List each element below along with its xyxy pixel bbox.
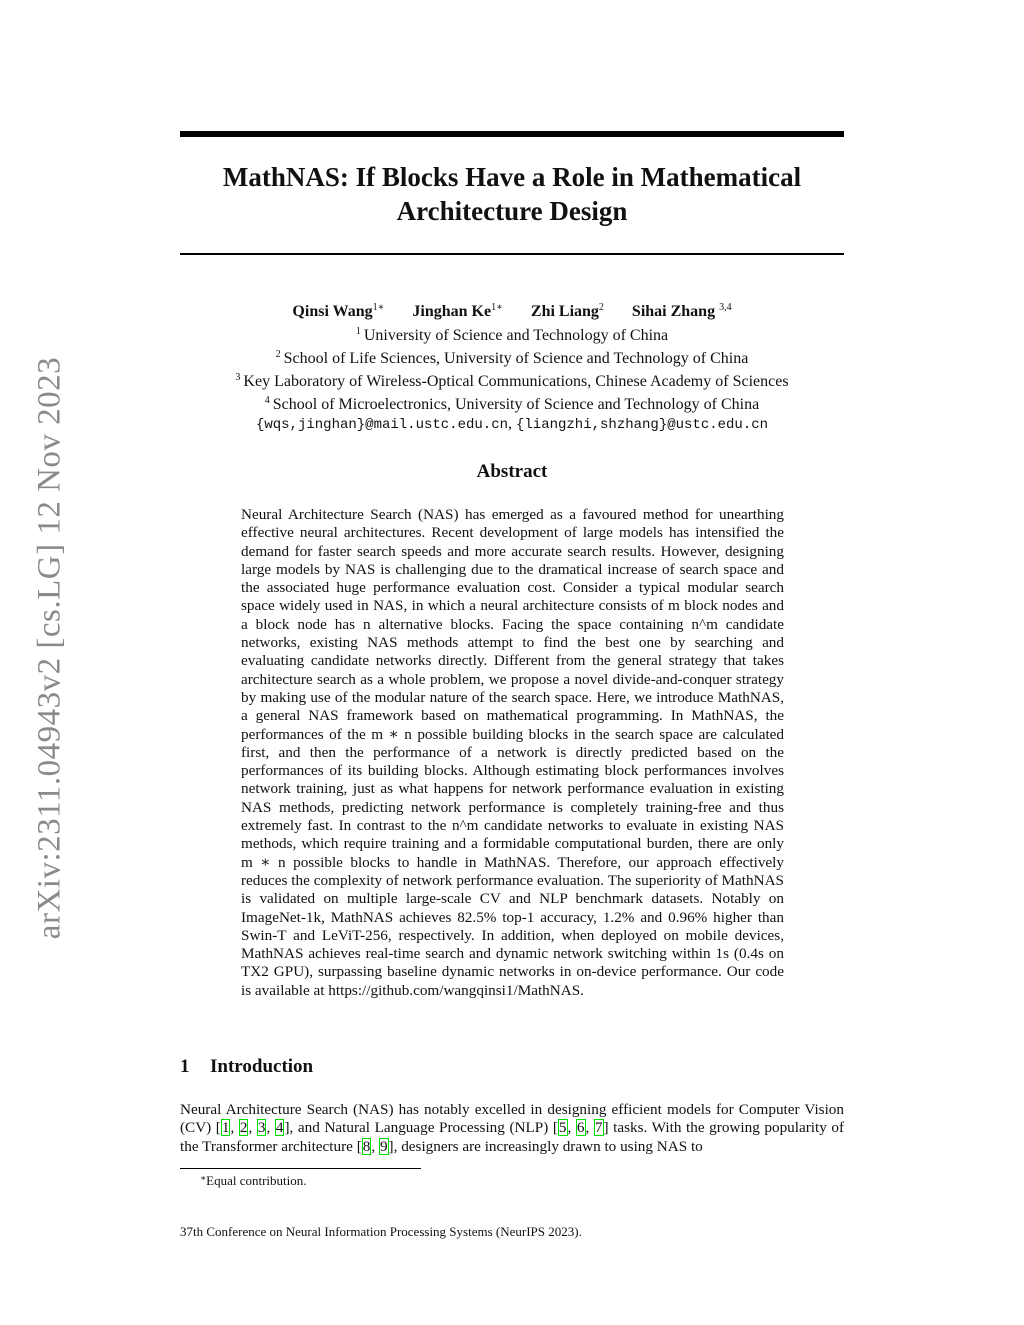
- title-top-rule: [180, 131, 844, 137]
- title-bottom-rule: [180, 253, 844, 255]
- citation-link[interactable]: 1: [221, 1119, 230, 1137]
- citation-link[interactable]: 9: [379, 1137, 388, 1155]
- affiliation: $^4$ School of Microelectronics, University of Science and Technology of China: [264, 395, 760, 413]
- arxiv-identifier-text: arXiv:2311.04943v2 [cs.LG] 12 Nov 2023: [31, 356, 68, 940]
- author-emails: {wqs,jinghan}@mail.ustc.edu.cn, {liangzhi,shzhang}@ustc.edu.cn: [255, 415, 769, 433]
- citation-link[interactable]: 7: [594, 1119, 603, 1137]
- author: Sihai Zhang $^{3,4}$: [631, 302, 732, 320]
- venue-note: 37th Conference on Neural Information Processing Systems (NeurIPS 2023).: [180, 1224, 582, 1239]
- abstract-heading: Abstract: [476, 461, 548, 482]
- author: Qinsi Wang$^{1∗}$: [292, 302, 385, 320]
- author: Zhi Liang$^2$: [530, 302, 604, 320]
- citation-link[interactable]: 3: [257, 1119, 266, 1137]
- citation-link[interactable]: 6: [576, 1119, 585, 1137]
- footnote-rule: [180, 1168, 421, 1169]
- author-list: [180, 298, 844, 321]
- affiliation: $^3$ Key Laboratory of Wireless-Optical Communications, Chinese Academy of Sciences: [235, 372, 789, 390]
- abstract-body: Neural Architecture Search (NAS) has emerged as a favoured method for unearthing effective neural architectures. Recent development of large models has intensified the demand for faster search speeds and more accurate search results. However, designing large models by NAS is challenging due to the dramatical increase of search space and the associated huge performance evaluation cost. Consider a typical modular search space widely used in NAS, in which a neural architecture consists of m block nodes and a block node has n alternative blocks. Facing the space containing n^m candidate networks, existing NAS methods attempt to find the best one by searching and evaluating candidate networks directly. Different from the general strategy that takes architecture search as a whole problem, we propose a novel divide-and-conquer strategy by making use of the modular nature of the search space. Here, we introduce MathNAS, a general NAS framework based on mathematical programming. In MathNAS, the performances of the m ∗ n possible building blocks in the search space are calculated first, and then the performance of a network is directly predicted based on the performances of its building blocks. Although estimating block performances involves network training, just as what happens for network performance evaluation in existing NAS methods, predicting network performance is completely training-free and thus extremely fast. In contrast to the n^m candidate networks to evaluate in existing NAS methods, which require training and a formidable computational burden, there are only m ∗ n possible blocks to handle in MathNAS. Therefore, our approach effectively reduces the complexity of network performance evaluation. The superiority of MathNAS is validated on multiple large-scale CV and NLP benchmark datasets. Notably on ImageNet-1k, MathNAS achieves 82.5% top-1 accuracy, 1.2% and 0.96% higher than Swin-T and LeViT-256, respectively. In addition, when deployed on mobile devices, MathNAS achieves real-time search and dynamic network switching within 1s (0.4s on TX2 GPU), surpassing baseline dynamic networks in on-device performance. Our code is available at https://github.com/wangqinsi1/MathNAS.: [241, 506, 784, 999]
- introduction-paragraph: Neural Architecture Search (NAS) has notably excelled in designing efficient models for Computer Vision (CV) [1, 2, 3, 4], and Natural Language Processing (NLP) [5, 6, 7] tasks. With the growing popularity of the Transformer architecture [8, 9], designers are increasingly drawn to using NAS to: [180, 1101, 845, 1155]
- citation-link[interactable]: 4: [275, 1119, 284, 1137]
- citation-link[interactable]: 2: [239, 1119, 248, 1137]
- author-block: [180, 298, 844, 435]
- affiliation: $^1$ University of Science and Technology of China: [355, 326, 669, 344]
- author: Jinghan $Ke^{1∗}$: [412, 302, 503, 320]
- citation-link[interactable]: 5: [558, 1119, 567, 1137]
- email-group[interactable]: {liangzhi,shzhang}@ustc.edu.cn: [516, 417, 769, 433]
- affiliation: $^2$ School of Life Sciences, University of Science and Technology of China: [275, 349, 749, 367]
- email-group[interactable]: {wqs,jinghan}@mail.ustc.edu.cn: [255, 417, 508, 433]
- citation-link[interactable]: 8: [362, 1137, 371, 1155]
- footnote-equal-contribution: ∗Equal contribution.: [200, 1173, 307, 1188]
- paper-title: MathNAS: If Blocks Have a Role in Mathematical Architecture Design: [222, 162, 802, 226]
- section-heading-introduction: 1 Introduction: [180, 1056, 314, 1077]
